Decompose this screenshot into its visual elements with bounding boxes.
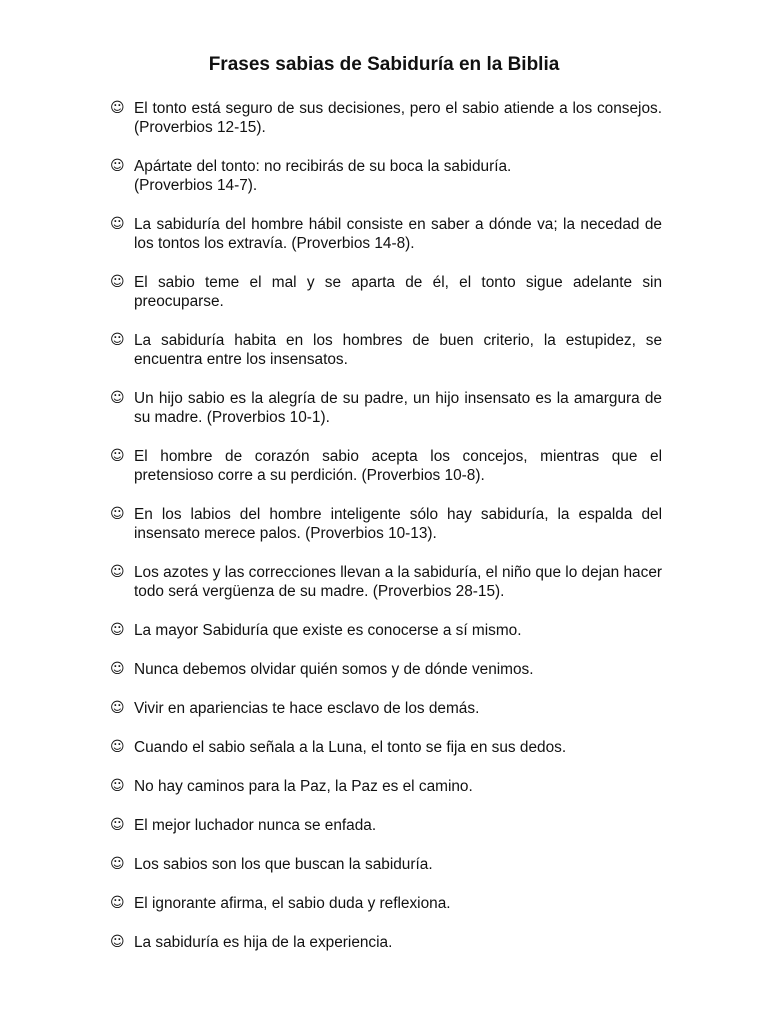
quote-text: Cuando el sabio señala a la Luna, el tonto se fija en sus dedos. <box>134 739 567 756</box>
quotes-list <box>110 99 662 972</box>
quote-text: La sabiduría habita en los hombres de buen criterio, la estupidez, se encuentra entre los insensatos. <box>134 332 662 368</box>
quote-text: Los sabios son los que buscan la sabiduría. <box>134 856 433 873</box>
list-item <box>110 447 662 485</box>
smiley-face-icon: ☺ <box>110 856 125 872</box>
smiley-face-icon: ☺ <box>110 448 125 464</box>
smiley-face-icon: ☺ <box>110 739 125 755</box>
list-item <box>110 563 662 601</box>
list-item <box>110 660 662 679</box>
smiley-face-icon: ☺ <box>110 817 125 833</box>
list-item <box>110 389 662 427</box>
quote-text: Apártate del tonto: no recibirás de su boca la sabiduría. <box>134 158 512 175</box>
quote-text: El hombre de corazón sabio acepta los concejos, mientras que el pretensioso corre a su perdición. (Proverbios 10-8). <box>134 448 662 484</box>
quote-text: El ignorante afirma, el sabio duda y reflexiona. <box>134 895 451 912</box>
quote-text: El sabio teme el mal y se aparta de él, el tonto sigue adelante sin preocuparse. <box>134 274 662 310</box>
list-item <box>110 331 662 369</box>
quote-text: Nunca debemos olvidar quién somos y de dónde venimos. <box>134 661 534 678</box>
quote-text: Los azotes y las correcciones llevan a la sabiduría, el niño que lo dejan hacer todo será vergüenza de su madre. (Proverbios 28-15). <box>134 564 662 600</box>
list-item <box>110 816 662 835</box>
list-item <box>110 933 662 952</box>
quote-text: Un hijo sabio es la alegría de su padre, un hijo insensato es la amargura de su madre. (Proverbios 10-1). <box>134 390 662 426</box>
quote-text: Vivir en apariencias te hace esclavo de los demás. <box>134 700 480 717</box>
smiley-face-icon: ☺ <box>110 622 125 638</box>
list-item <box>110 215 662 253</box>
quote-text: No hay caminos para la Paz, la Paz es el camino. <box>134 778 473 795</box>
smiley-face-icon: ☺ <box>110 506 125 522</box>
list-item <box>110 699 662 718</box>
smiley-face-icon: ☺ <box>110 158 125 174</box>
smiley-face-icon: ☺ <box>110 661 125 677</box>
list-item <box>110 273 662 311</box>
list-item <box>110 621 662 640</box>
smiley-face-icon: ☺ <box>110 895 125 911</box>
smiley-face-icon: ☺ <box>110 778 125 794</box>
list-item <box>110 855 662 874</box>
list-item <box>110 505 662 543</box>
list-item <box>110 738 662 757</box>
list-item <box>110 157 662 195</box>
list-item <box>110 777 662 796</box>
smiley-face-icon: ☺ <box>110 700 125 716</box>
smiley-face-icon: ☺ <box>110 390 125 406</box>
smiley-face-icon: ☺ <box>110 100 125 116</box>
quote-text: La sabiduría es hija de la experiencia. <box>134 934 393 951</box>
quote-text: La sabiduría del hombre hábil consiste en saber a dónde va; la necedad de los tontos los extravía. (Proverbios 14-8). <box>134 216 662 252</box>
list-item <box>110 99 662 137</box>
quote-text: La mayor Sabiduría que existe es conocerse a sí mismo. <box>134 622 522 639</box>
smiley-face-icon: ☺ <box>110 274 125 290</box>
quote-reference: (Proverbios 14-7). <box>134 177 258 194</box>
smiley-face-icon: ☺ <box>110 564 125 580</box>
quote-text: El mejor luchador nunca se enfada. <box>134 817 377 834</box>
quote-text: En los labios del hombre inteligente sólo hay sabiduría, la espalda del insensato merece palos. (Proverbios 10-13). <box>134 506 662 542</box>
smiley-face-icon: ☺ <box>110 332 125 348</box>
smiley-face-icon: ☺ <box>110 216 125 232</box>
document-title: Frases sabias de Sabiduría en la Biblia <box>208 54 560 75</box>
quote-text: El tonto está seguro de sus decisiones, pero el sabio atiende a los consejos. (Proverbios 12-15). <box>134 100 662 136</box>
smiley-face-icon: ☺ <box>110 934 125 950</box>
list-item <box>110 894 662 913</box>
